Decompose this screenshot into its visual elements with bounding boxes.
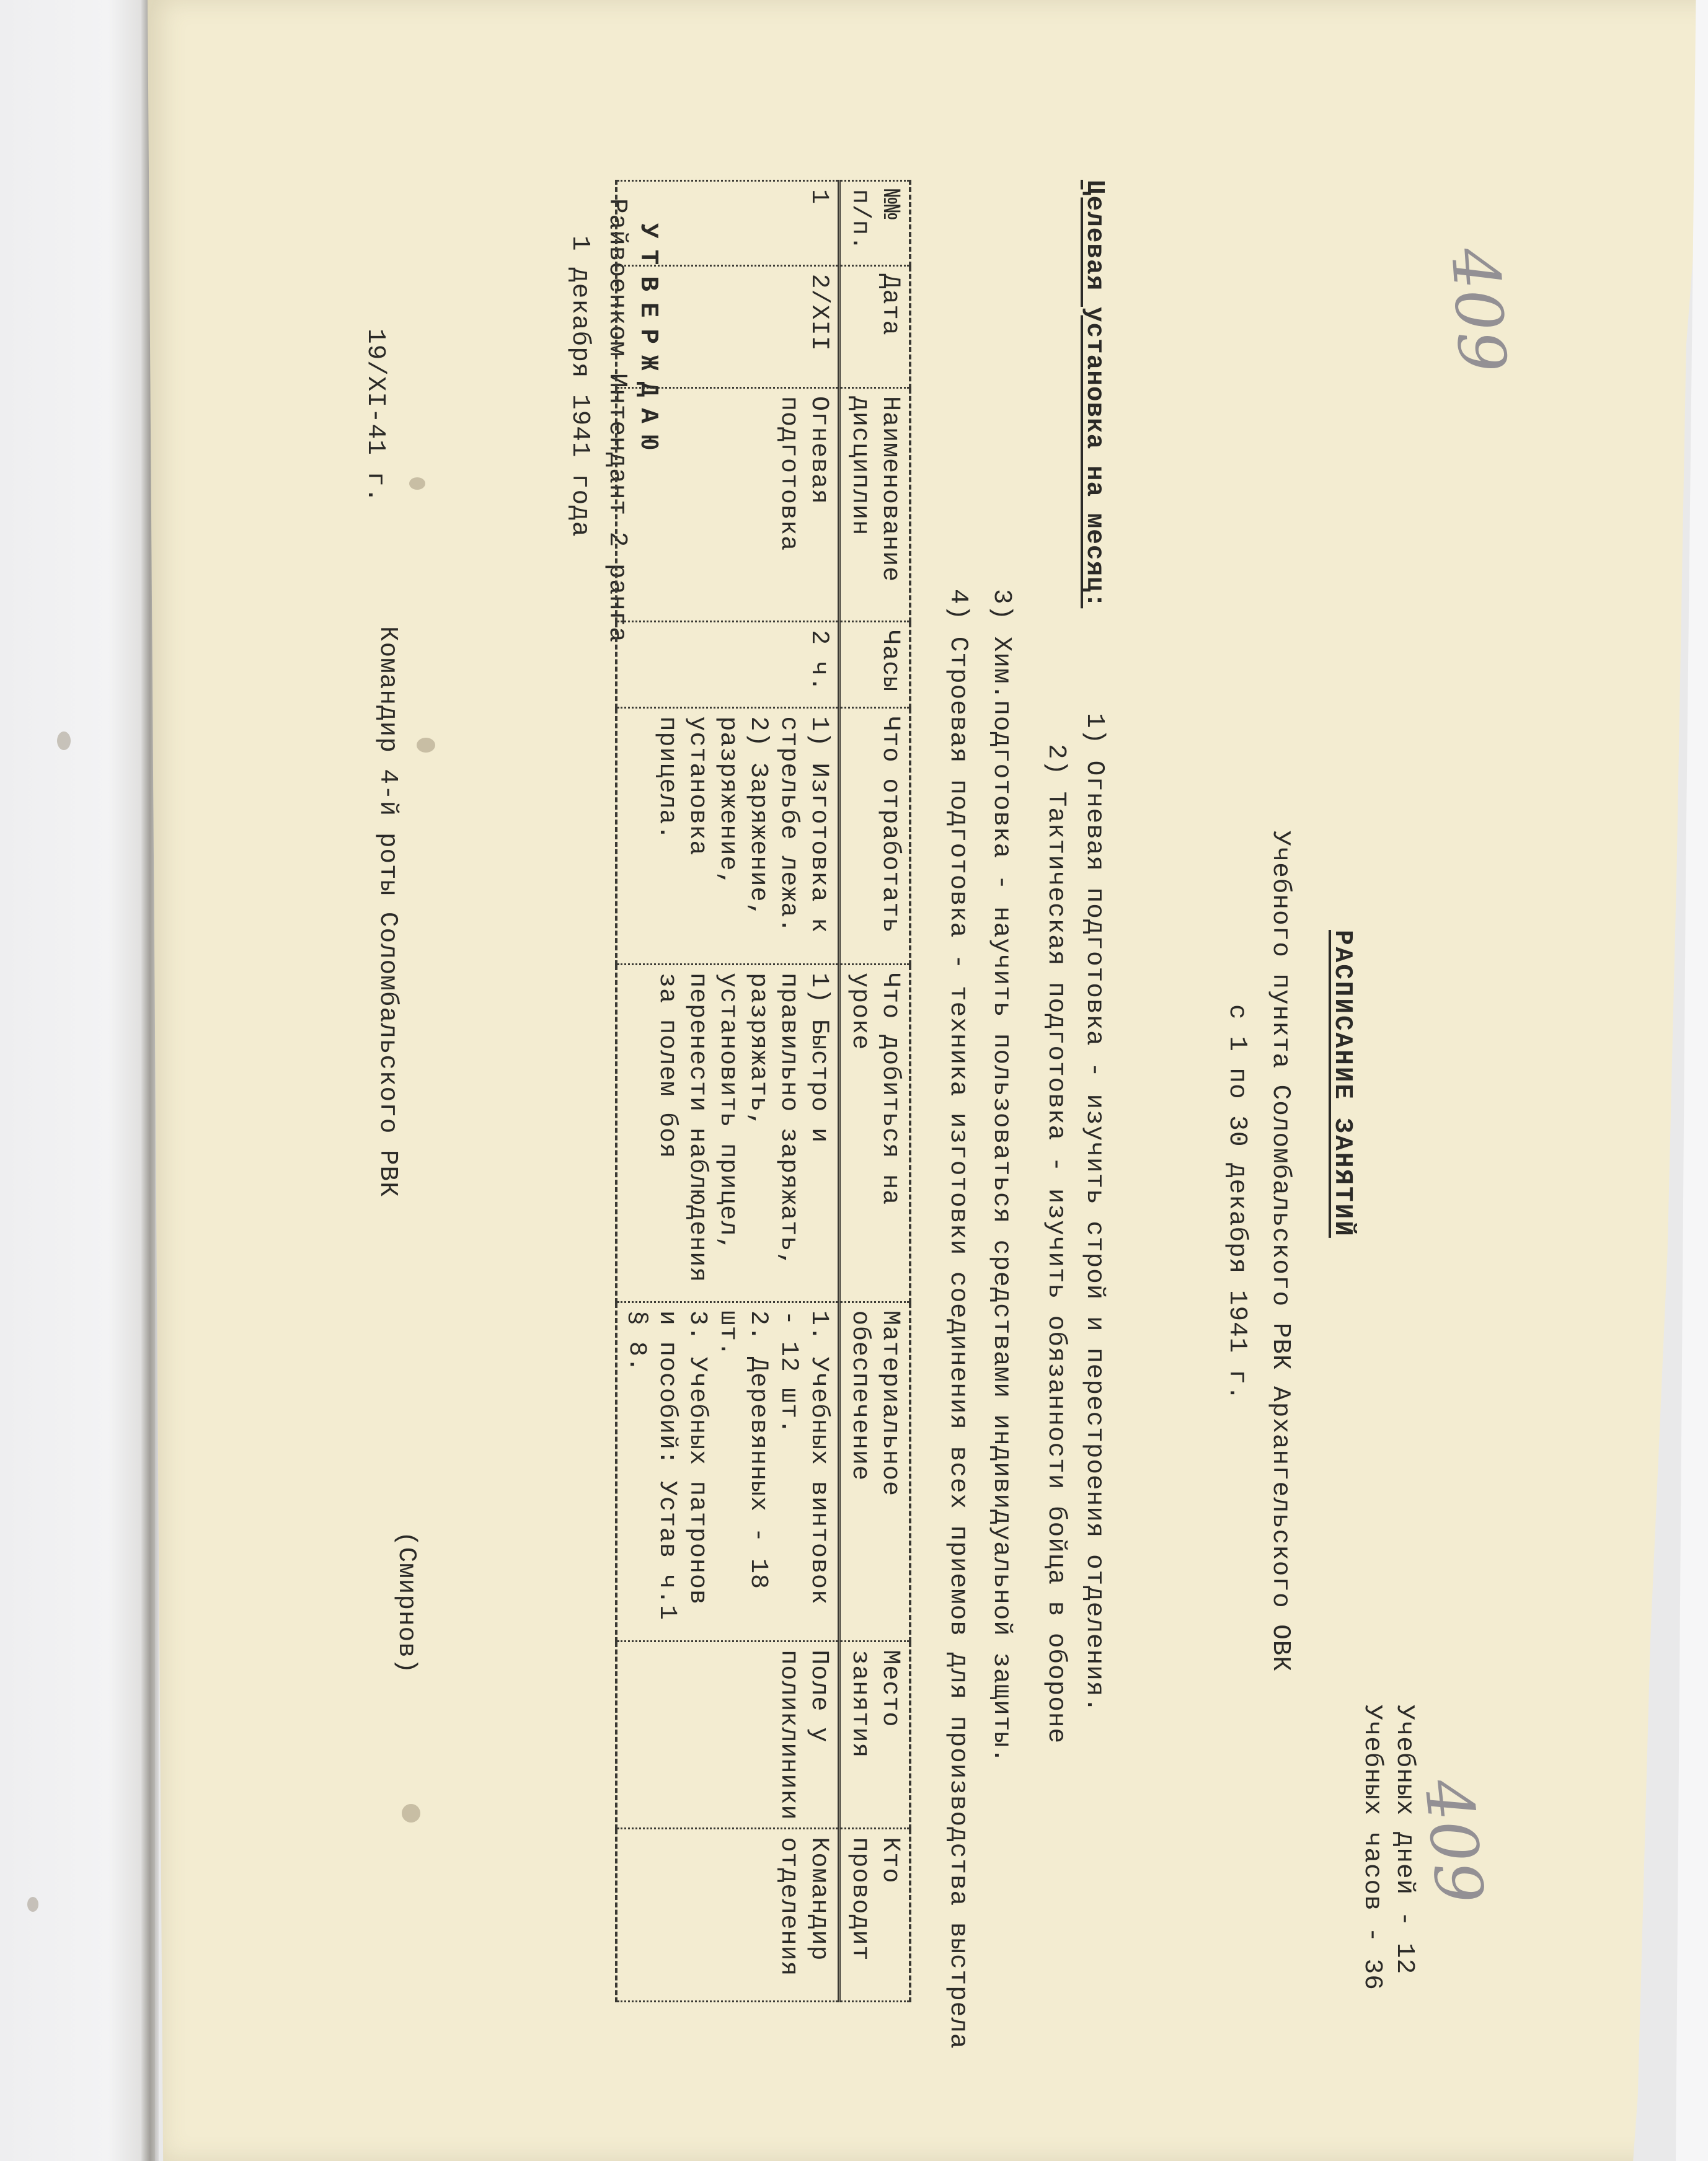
subtitle-period: с 1 по 30 декабря 1941 г. — [1223, 1004, 1251, 1402]
table-row — [616, 181, 839, 2002]
approval-title: УТВЕРЖДАЮ — [634, 223, 662, 461]
pencil-page-number: 409 — [1409, 1775, 1498, 1908]
header-goal: Что добиться на уроке — [839, 965, 911, 1302]
cell-hours: 2 ч. — [616, 622, 839, 708]
signature-name: (Смирнов) — [392, 1531, 420, 1674]
footer-date: 19/XI-41 г. — [361, 329, 389, 503]
days-count: Учебных дней - 12 — [1390, 1705, 1418, 1975]
paper-spot — [27, 1897, 38, 1912]
header-place: Место занятия — [839, 1642, 911, 1829]
cell-materials: 1. Учебных винтовок - 12 шт. 2. Деревянных - 18 шт. 3. Учебных патронов и пособий: Устав ч.1 § 8. — [616, 1302, 839, 1641]
schedule-table — [615, 180, 911, 2002]
cell-work: 1) Изготовка к стрельбе лежа. 2) Заряжение, разряжение, установка прицела. — [616, 708, 839, 965]
hours-count: Учебных часов - 36 — [1358, 1705, 1386, 1991]
purpose-item: 4) Строевая подготовка - техника изготовки соединения всех приемов для производства выстрела — [944, 589, 972, 2049]
page-title: РАСПИСАНИЕ ЗАНЯТИЙ — [1328, 930, 1356, 1238]
table-header-row — [839, 181, 911, 2002]
cell-place: Поле у поликлиники — [616, 1642, 839, 1829]
header-conductor: Кто проводит — [839, 1829, 911, 2002]
pencil-page-number: 409 — [1436, 245, 1521, 376]
cell-conductor: Командир отделения — [616, 1829, 839, 2002]
typed-page — [93, 143, 1521, 2049]
header-date: Дата — [839, 265, 911, 387]
purpose-item: 2) Тактическая подготовка - изучить обязанности бойца в обороне — [1042, 744, 1070, 1744]
purpose-item: 1) Огневая подготовка - изучить строй и перестроения отделения. — [1080, 713, 1108, 1713]
subtitle-unit: Учебного пункта Соломбальского РВК Архангельского ОВК — [1266, 831, 1294, 1673]
header-hours: Часы — [839, 622, 911, 708]
header-materials: Материальное обеспечение — [839, 1302, 911, 1641]
cell-goal: 1) Быстро и правильно заряжать, разряжать, установить прицел, перенести наблюдения за полем боя — [616, 965, 839, 1302]
cell-discipline: Огневая подготовка — [616, 388, 839, 622]
header-discipline: Наименование дисциплин — [839, 388, 911, 622]
approval-date: 1 декабря 1941 года — [565, 236, 594, 537]
purpose-label: Целевая установка на месяц: — [1080, 180, 1108, 609]
approval-position: Райвоенком Интендант 2 ранга — [603, 198, 631, 643]
cell-number: 1 — [616, 181, 839, 266]
header-number: №№ п/п. — [839, 181, 911, 266]
cell-date: 2/XII — [616, 265, 839, 387]
signature-line: Командир 4-й роты Соломбальского РВК — [373, 626, 402, 1198]
header-work: Что отработать — [839, 708, 911, 965]
paper-spot — [57, 731, 71, 750]
purpose-item: 3) Хим.подготовка - научить пользоваться средствами индивидуальной защиты. — [987, 589, 1016, 1764]
